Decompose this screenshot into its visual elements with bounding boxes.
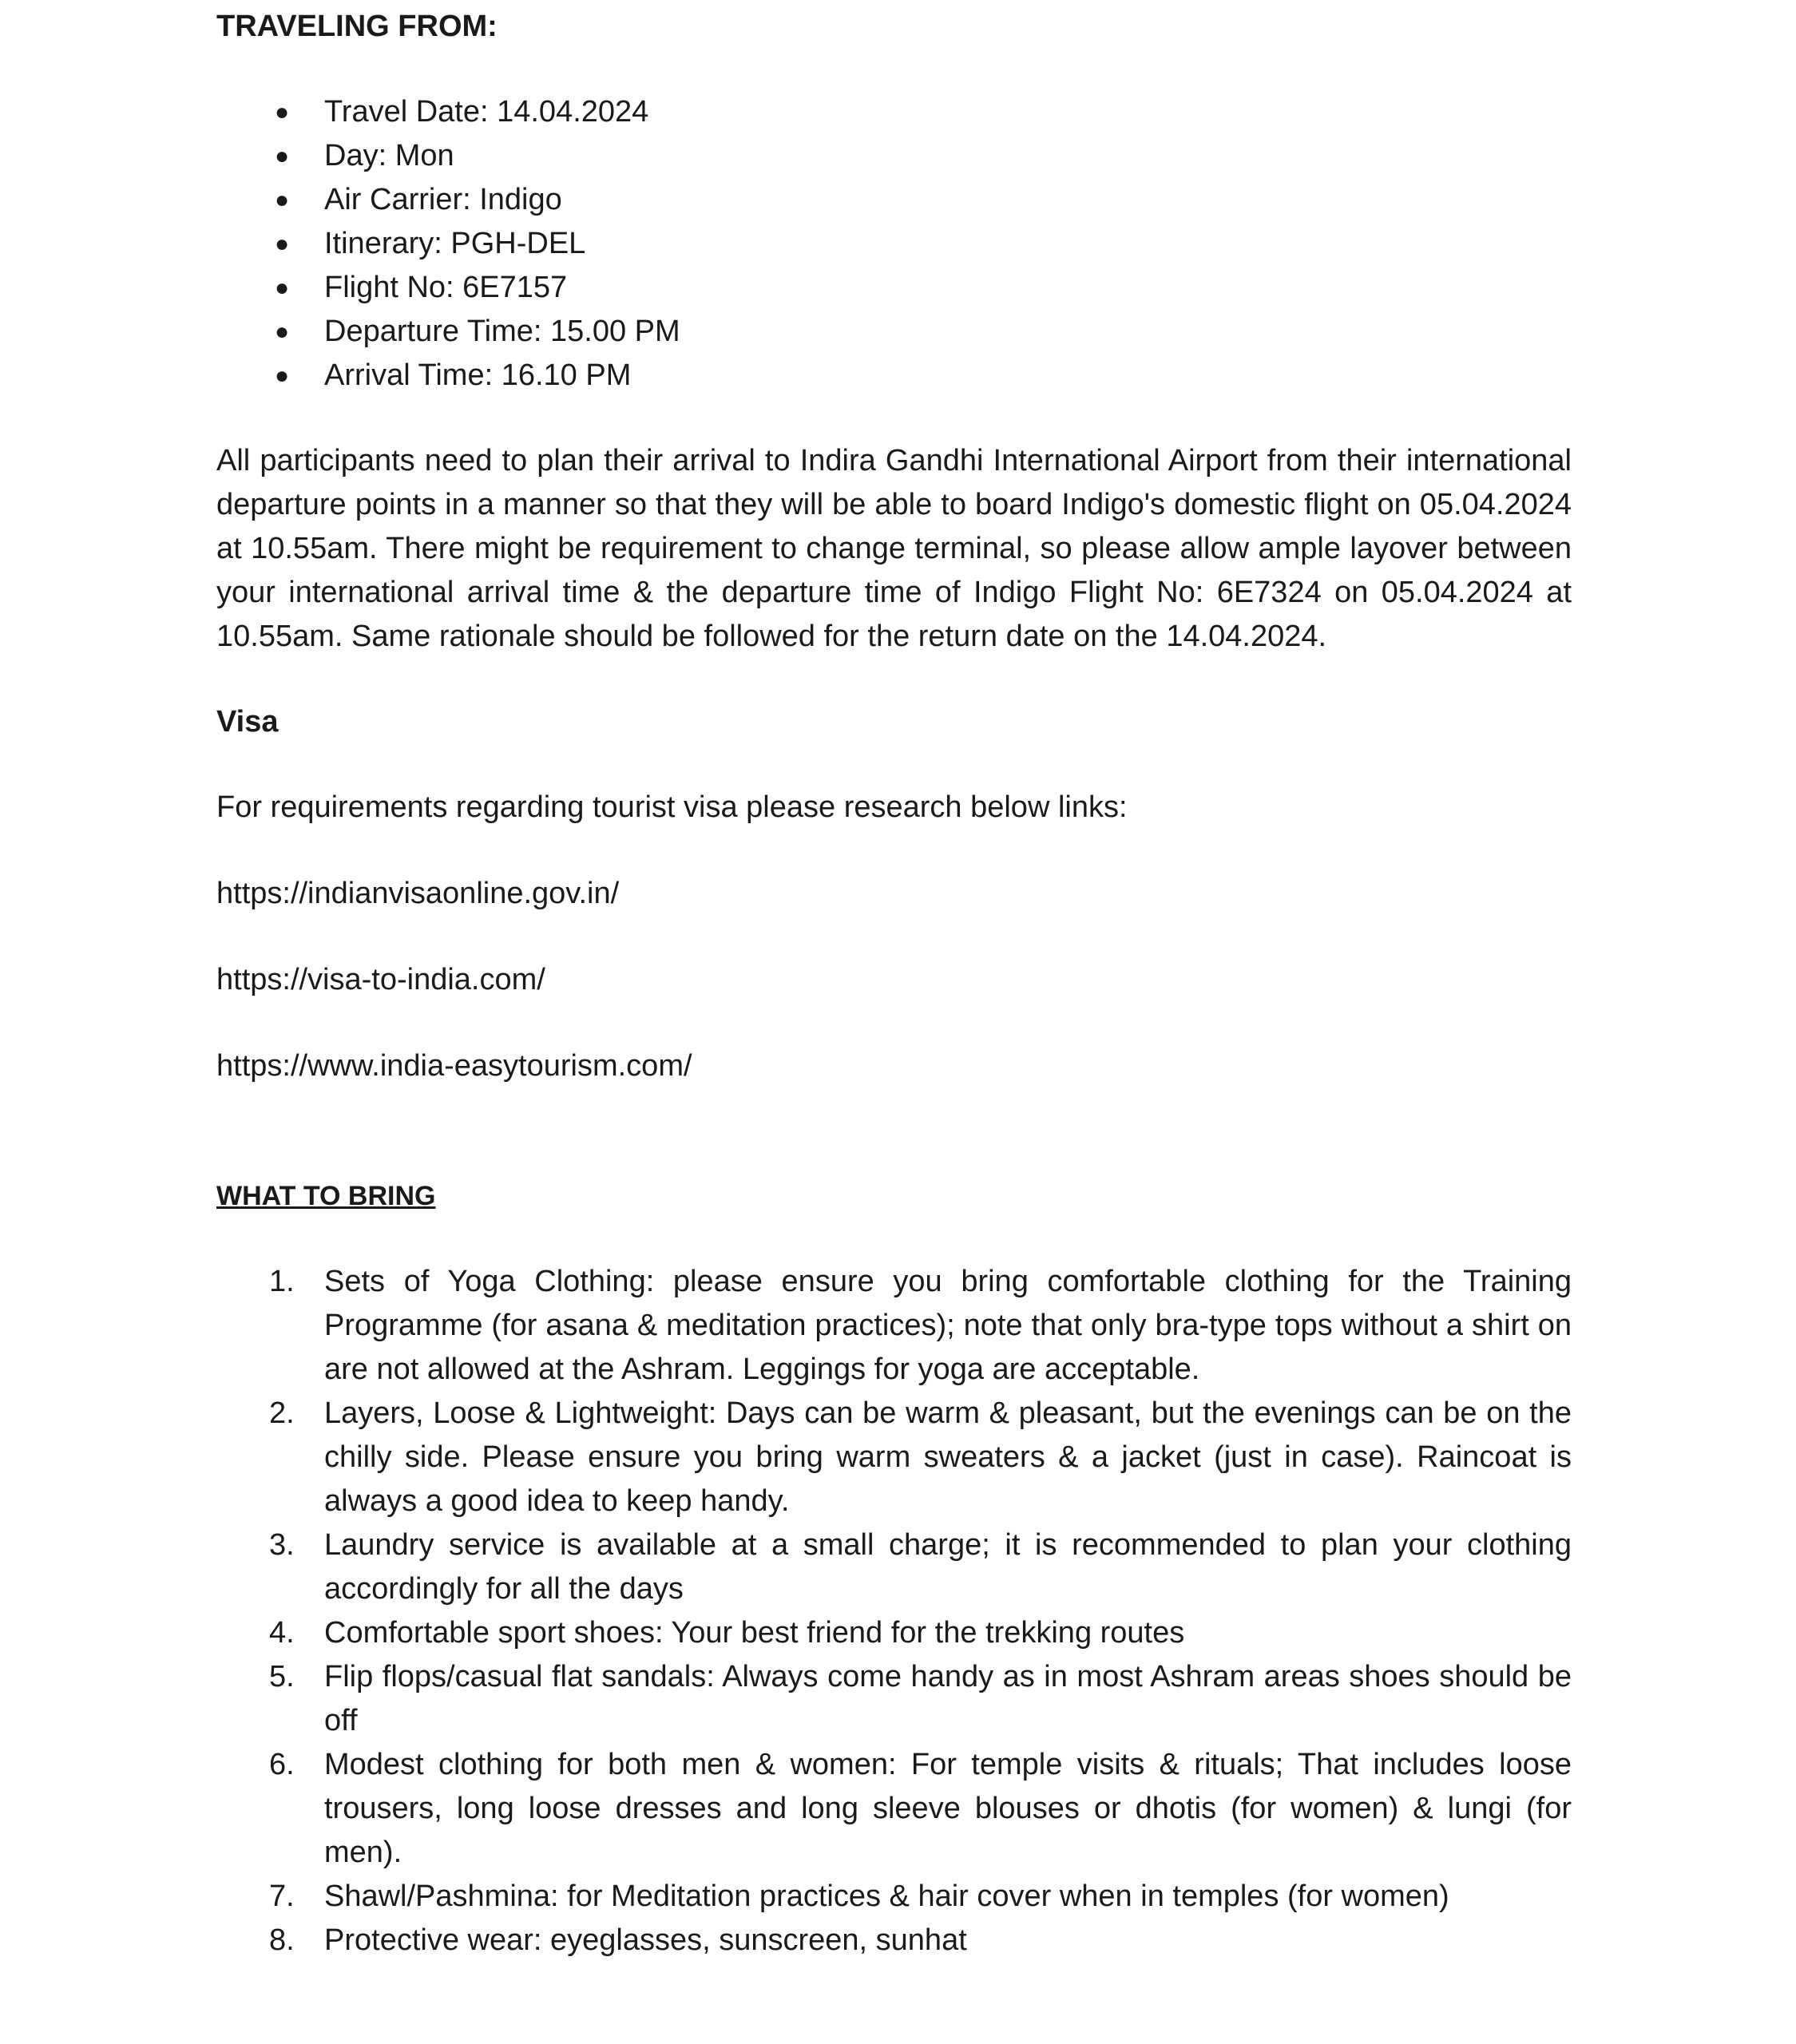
list-item: 5. Flip flops/casual flat sandals: Always come handy as in most Ashram areas shoes should be off [269, 1660, 1572, 1737]
list-item: ● Flight No: 6E7157 [216, 266, 1572, 310]
list-item: 2. Layers, Loose & Lightweight: Days can be warm & pleasant, but the evenings can be on the chilly side. Please ensure you bring warm sweaters & a jacket (just in case). Raincoat is always a good idea to keep handy. [269, 1396, 1572, 1518]
document-page [216, 0, 1572, 1963]
arrival-instructions-paragraph: All participants need to plan their arrival to Indira Gandhi International Airport from their international departure points in a manner so that they will be able to board Indigo's domestic flight on 05.04.2024 at 10.55am. There might be requirement to change terminal, so please allow ample layover between your international arrival time & the departure time of Indigo Flight No: 6E7324 on 05.04.2024 at 10.55am. Same rationale should be followed for the return date on the 14.04.2024. [216, 444, 1572, 653]
list-item: ● Travel Date: 14.04.2024 [216, 90, 1572, 134]
visa-heading: Visa [216, 705, 279, 739]
list-item: 8. Protective wear: eyeglasses, sunscreen, sunhat [269, 1923, 967, 1957]
visa-link-indianvisaonline[interactable]: https://indianvisaonline.gov.in/ [216, 877, 620, 910]
bullet-icon: ● [274, 231, 290, 257]
list-item: ● Departure Time: 15.00 PM [216, 310, 1572, 354]
bullet-icon: ● [274, 187, 290, 213]
bullet-icon: ● [274, 362, 290, 389]
list-item: ● Air Carrier: Indigo [216, 178, 1572, 222]
list-item: ● Itinerary: PGH-DEL [216, 222, 1572, 266]
visa-link-visa-to-india[interactable]: https://visa-to-india.com/ [216, 963, 545, 996]
bullet-icon: ● [274, 99, 290, 125]
bullet-icon: ● [274, 275, 290, 301]
what-to-bring-list [216, 1260, 1572, 1963]
list-item: 4. Comfortable sport shoes: Your best friend for the trekking routes [269, 1616, 1185, 1650]
bullet-icon: ● [274, 319, 290, 345]
list-item: 6. Modest clothing for both men & women: For temple visits & rituals; That includes loose trousers, long loose dresses and long sleeve blouses or dhotis (for women) & lungi (for men). [269, 1748, 1572, 1869]
list-item: 1. Sets of Yoga Clothing: please ensure you bring comfortable clothing for the Training Programme (for asana & meditation practices); note that only bra-type tops without a shirt on are not allowed at the Ashram. Leggings for yoga are acceptable. [269, 1265, 1572, 1386]
list-item: ● Arrival Time: 16.10 PM [216, 354, 1572, 398]
list-item: 7. Shawl/Pashmina: for Meditation practices & hair cover when in temples (for women) [269, 1880, 1449, 1913]
what-to-bring-heading: WHAT TO BRING [216, 1181, 436, 1211]
visa-link-india-easytourism[interactable]: https://www.india-easytourism.com/ [216, 1049, 692, 1083]
flight-details-list [216, 90, 1572, 398]
visa-intro: For requirements regarding tourist visa please research below links: [216, 790, 1128, 824]
list-item: 3. Laundry service is available at a small charge; it is recommended to plan your clothing accordingly for all the days [269, 1528, 1572, 1606]
bullet-icon: ● [274, 143, 290, 169]
traveling-from-heading: TRAVELING FROM: [216, 10, 498, 43]
list-item: ● Day: Mon [216, 134, 1572, 178]
